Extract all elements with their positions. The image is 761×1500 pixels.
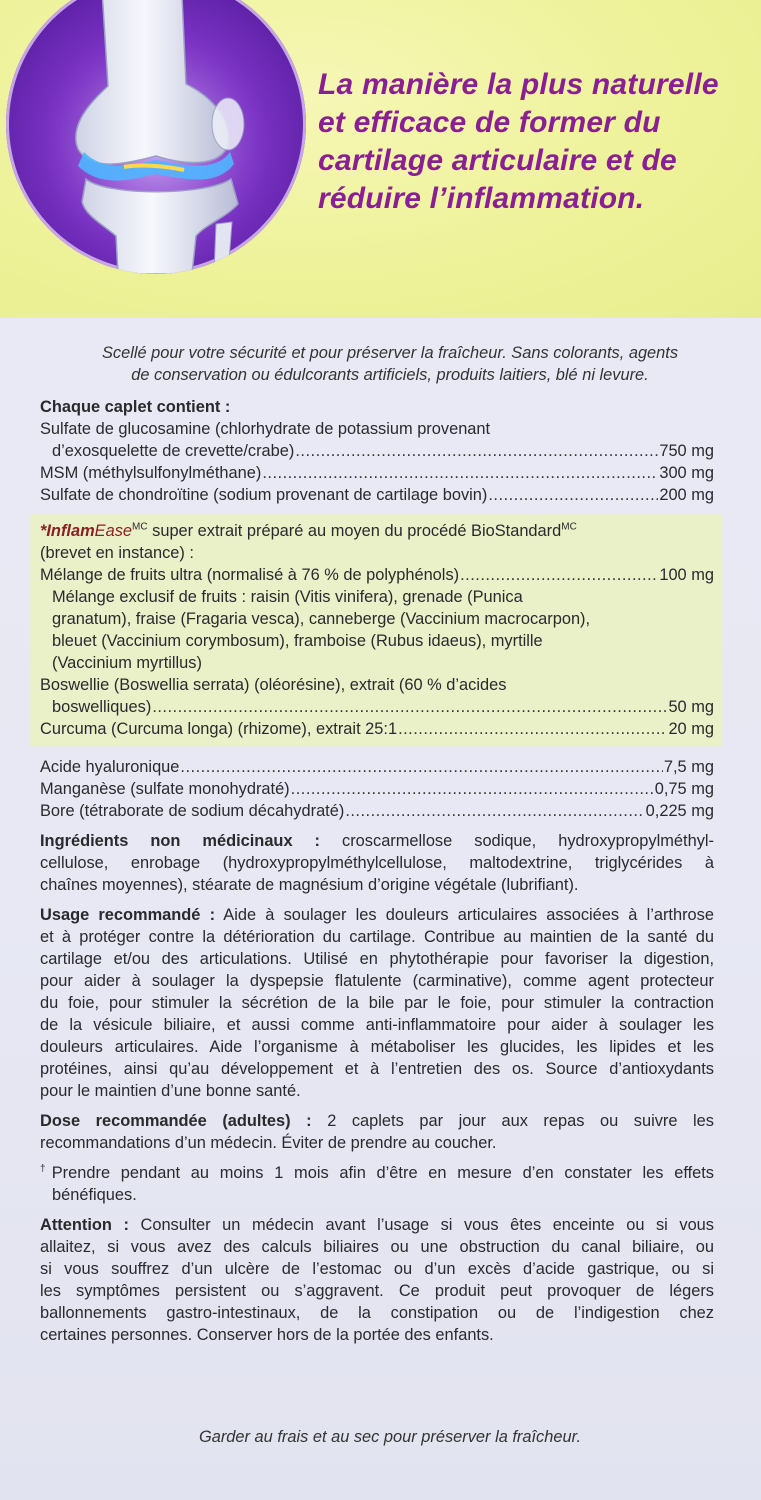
para-line: de la vésicule biliaire, et aussi comme anti-inflammatoire pour aider à soulager les [40,1016,714,1034]
ingredient-value: 200 mg [659,486,714,504]
para-line: allaitez, si vous avez des calculs biliaires ou une obstruction du canal biliaire, ou [40,1238,714,1256]
ingredient-row [40,484,714,506]
para-line: protéines, ainsi qu’au développement et à l’entretien des os. Source d’antioxydants [40,1060,714,1078]
para-line: Dose recommandée (adultes) : 2 caplets par jour aux repas ou suivre les [40,1112,714,1130]
para-line: Ingrédients non médicinaux : croscarmellose sodique, hydroxypropylméthyl- [40,832,714,850]
ingredient-label: boswelliques) [52,698,152,716]
ingredient-row [40,800,714,822]
storage-footer: Garder au frais et au sec pour préserver la fraîcheur. [198,1428,582,1446]
ingredient-row [40,564,714,586]
para-line: pour aider à soulager la dyspepsie flatulente (carminative), comme agent protecteur [40,972,714,990]
ingredient-line: Boswellie (Boswellia serrata) (oléorésine), extrait (60 % d’acides [40,676,507,694]
ingredient-label: Mélange de fruits ultra (normalisé à 76 % de polyphénols) [40,566,460,584]
para-line: recommandations d’un médecin. Éviter de prendre au coucher. [40,1134,497,1152]
para-line: et à protéger contre la détérioration du cartilage. Contribue au maintien de la santé du [40,928,714,946]
ingredient-value: 0,75 mg [654,780,714,798]
headline-line: réduire l’inflammation. [318,182,645,215]
ingredient-row [40,756,714,778]
inflamease-box [30,514,722,746]
ingredient-value: 7,5 mg [663,758,714,776]
ingredient-row [40,440,714,462]
inflamease-intro: *InflamEase$^{MC}$ super extrait préparé au moyen du procédé BioStandard$^{MC}$ [40,521,577,540]
sealed-notice [40,342,740,386]
sealed-line: Scellé pour votre sécurité et pour préserver la fraîcheur. Sans colorants, agents [101,344,679,362]
fruit-line: (Vaccinium myrtillus) [52,654,202,672]
dagger-mark: † [40,1163,52,1175]
para-line: certaines personnes. Conserver hors de la portée des enfants. [40,1326,494,1344]
header-banner [0,0,761,318]
ingredient-label: Manganèse (sulfate monohydraté) [40,780,290,798]
para-line: les symptômes persistent ou s’aggravent. Ce produit peut provoquer de légers [40,1282,714,1300]
fruit-line: bleuet (Vaccinium corymbosum), framboise (Rubus idaeus), myrtille [52,632,543,650]
ingredient-line: Sulfate de glucosamine (chlorhydrate de potassium provenant [40,420,491,438]
ingredient-row [40,696,714,718]
attention-section [40,1214,714,1346]
ingredient-label: d’exosquelette de crevette/crabe) [52,442,295,460]
ingredient-value: 100 mg [659,566,714,584]
ingredient-label: Curcuma (Curcuma longa) (rhizome), extrait 25:1 [40,720,398,738]
para-line: si vous souffrez d’un ulcère de l’estomac ou d’un excès d’acide gastrique, ou si [40,1260,714,1278]
headline-line: cartilage articulaire et de [318,144,677,177]
ingredient-row [40,778,714,800]
fruit-line: granatum), fraise (Fragaria vesca), canneberge (Vaccinium macrocarpon), [52,610,591,628]
ingredient-label: Sulfate de chondroïtine (sodium provenant de cartilage bovin) [40,486,488,504]
para-line: cartilage et/ou des articulations. Utilisé en phytothérapie pour favoriser la digestion, [40,950,714,968]
sealed-line: de conservation ou édulcorants artificiels, produits laitiers, blé ni levure. [131,366,649,384]
para-line: ballonnements gastro-intestinaux, de la constipation ou de l’indigestion chez [40,1304,714,1322]
ingredient-row [40,718,714,740]
headline-line: et efficace de former du [318,106,661,139]
ingredient-label: MSM (méthylsulfonylméthane) [40,464,262,482]
para-line: douleurs articulaires. Aide l’organisme à métaboliser les glucides, les lipides et les [40,1038,714,1056]
ingredients-panel [40,396,714,1346]
note-section [40,1162,714,1206]
para-line: bénéfiques. [52,1186,137,1204]
knee-joint-icon [6,0,306,274]
para-line: Attention : Consulter un médecin avant l’usage si vous êtes enceinte ou si vous [40,1216,714,1234]
para-line: †Prendre pendant au moins 1 mois afin d’être en mesure d’en constater les effets [40,1163,714,1182]
inflamease-intro-line2: (brevet en instance) : [40,544,194,562]
ingredient-value: 50 mg [668,698,714,716]
fruit-blend-list [40,586,714,674]
ingredient-value: 750 mg [659,442,714,460]
headline [318,66,748,218]
para-line: cellulose, enrobage (hydroxypropylméthylcellulose, maltodextrine, triglycérides à [40,854,714,872]
ingredient-value: 0,225 mg [645,802,714,820]
ingredient-value: 300 mg [659,464,714,482]
para-line: du foie, pour stimuler la sécrétion de la bile par le foie, pour stimuler la contraction [40,994,714,1012]
fruit-line: Mélange exclusif de fruits : raisin (Vitis vinifera), grenade (Punica [52,588,523,606]
ingredient-label: Bore (tétraborate de sodium décahydraté) [40,802,345,820]
para-line: pour le maintien d’une bonne santé. [40,1082,301,1100]
non-medicinal-heading: Ingrédients non médicinaux : [40,832,321,850]
para-line: Usage recommandé : Aide à soulager les douleurs articulaires associées à l’arthrose [40,906,714,924]
dose-heading: Dose recommandée (adultes) : [40,1112,312,1130]
inflamease-brand: *InflamEase [40,522,133,540]
attention-heading: Attention : [40,1216,129,1234]
ingredient-label: Acide hyaluronique [40,758,180,776]
ingredient-row [40,462,714,484]
caplet-heading: Chaque caplet contient : [40,398,231,416]
para-line: chaînes moyennes), stéarate de magnésium d’origine végétale (lubrifiant). [40,876,579,894]
usage-section [40,904,714,1102]
headline-line: La manière la plus naturelle [318,68,719,101]
ingredient-value: 20 mg [668,720,714,738]
dose-section [40,1110,714,1154]
non-medicinal-section [40,830,714,896]
usage-heading: Usage recommandé : [40,906,216,924]
